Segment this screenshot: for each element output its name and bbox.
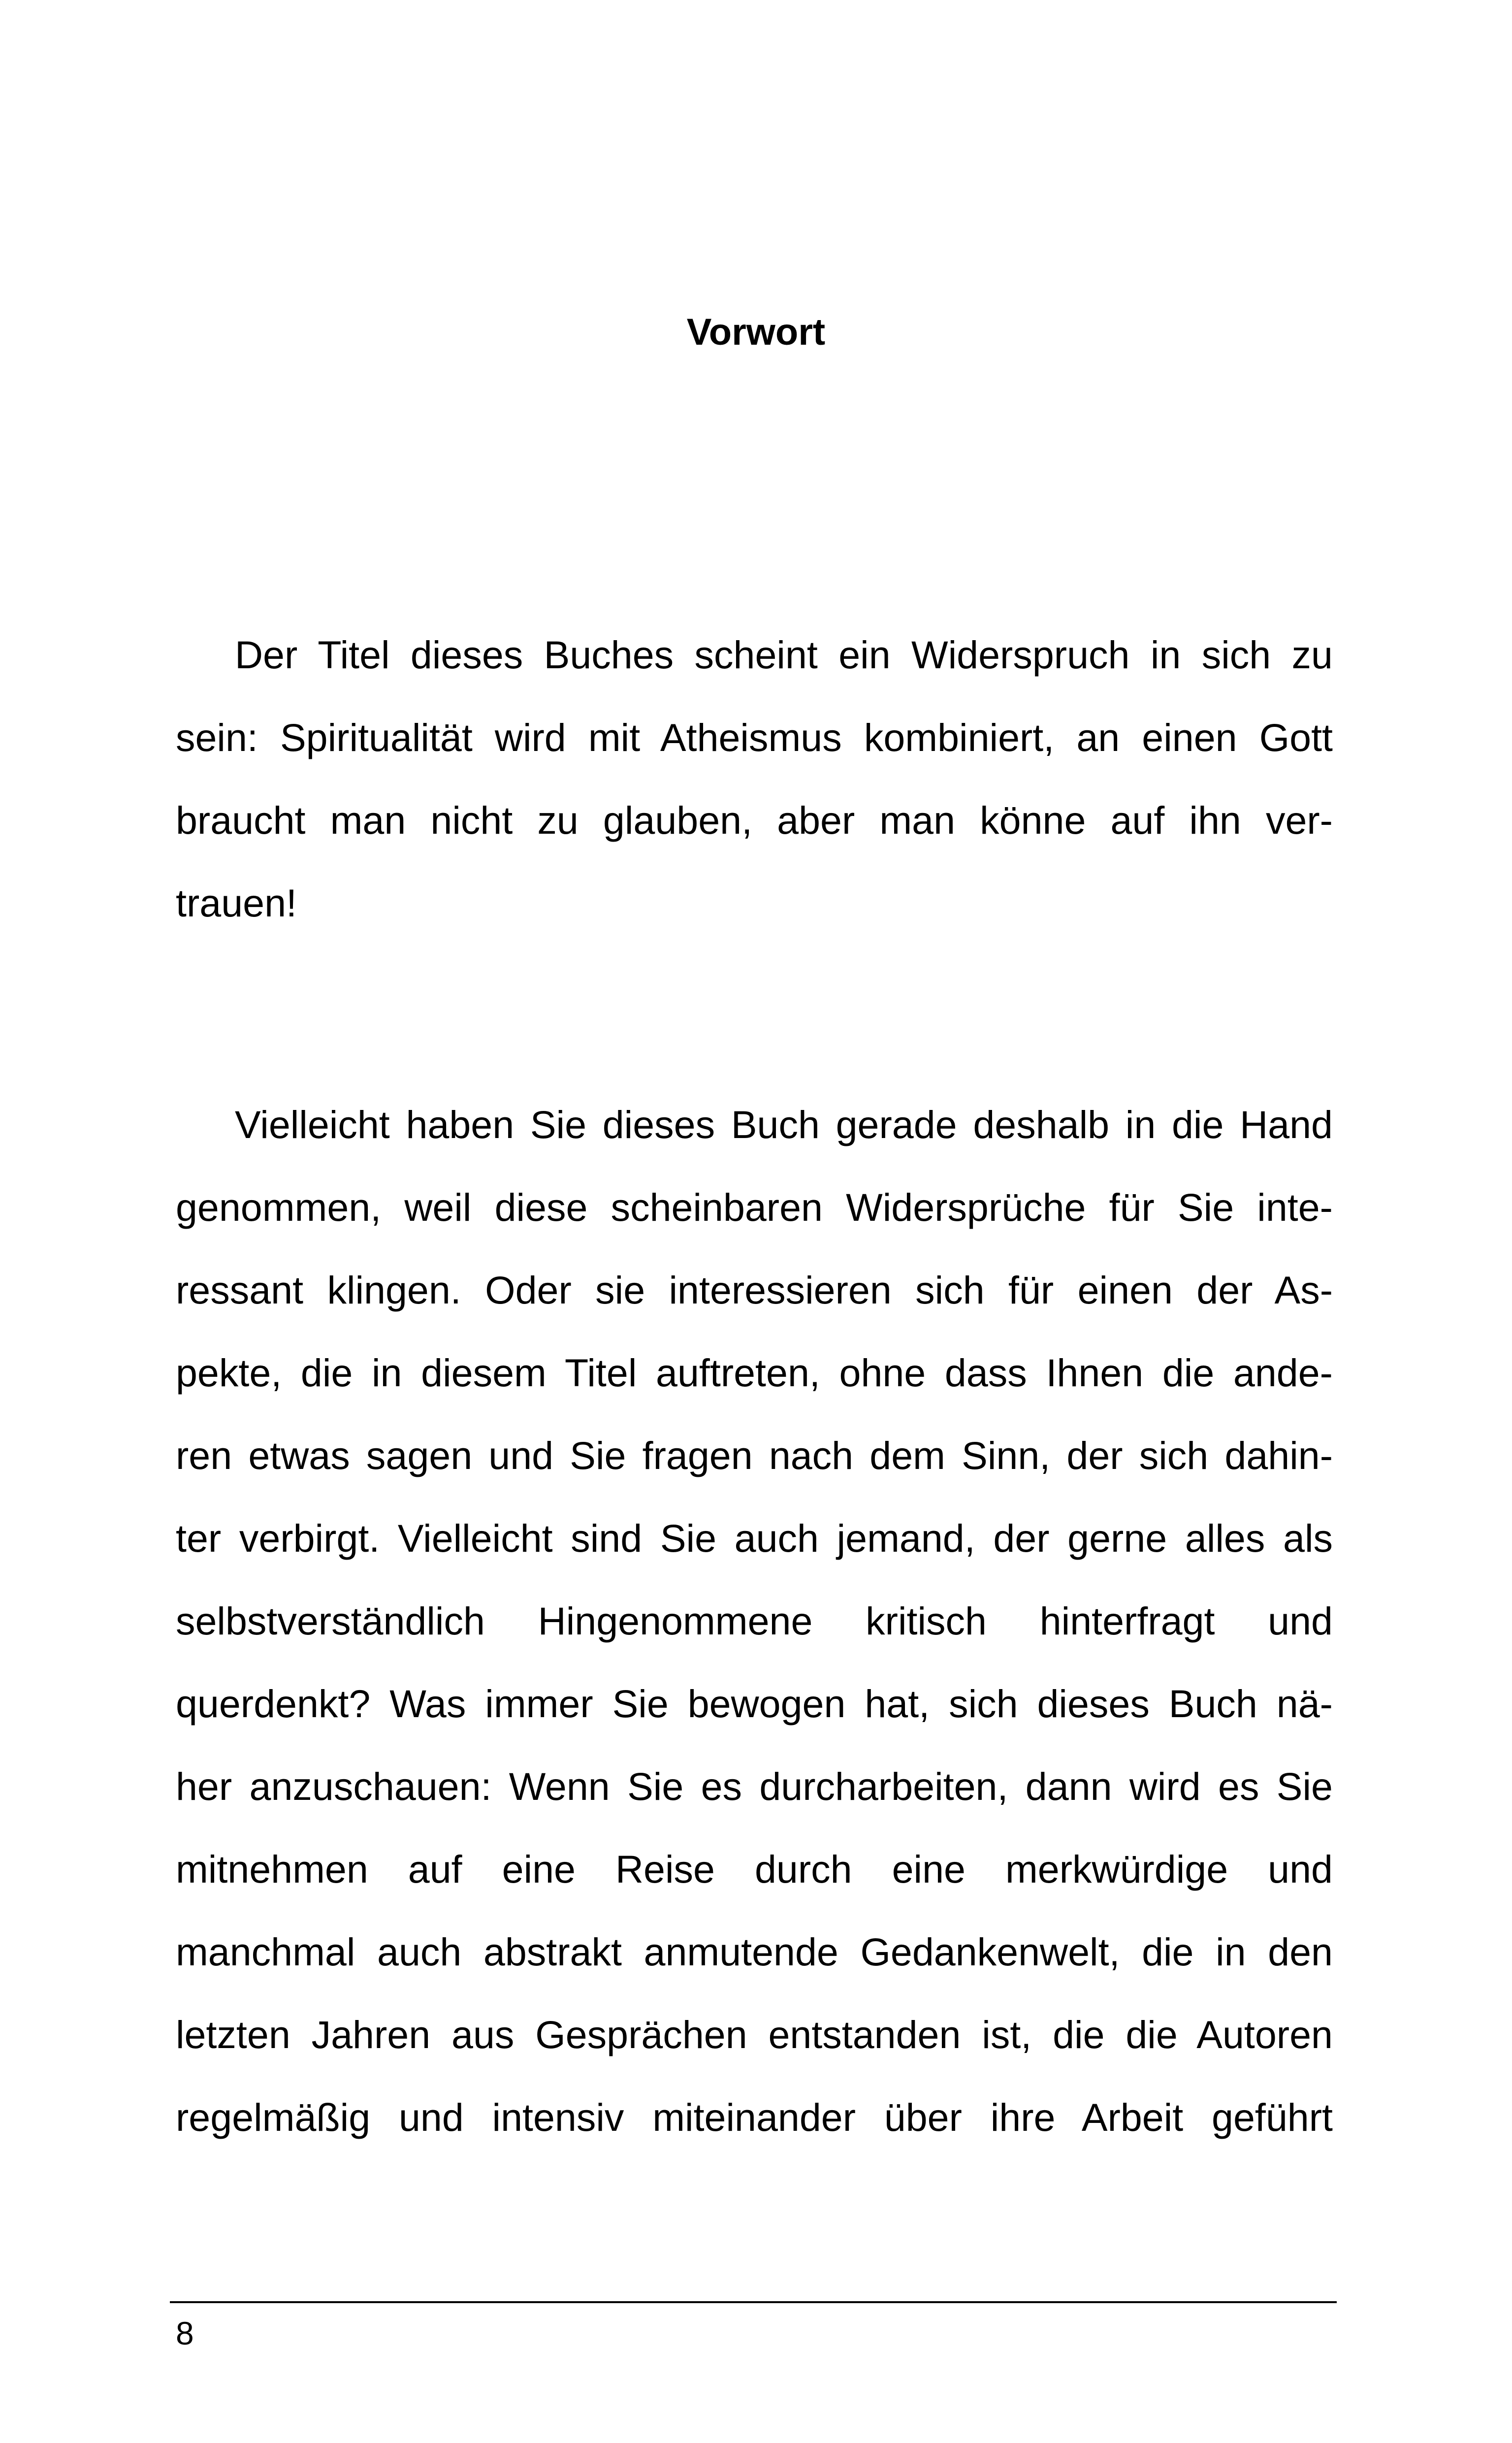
page-number: 8 [176, 2315, 194, 2351]
text-line: manchmal auch abstrakt anmutende Gedankenwelt, die in den [176, 1930, 1333, 1974]
text-line: trauen! [176, 881, 297, 925]
text-line: letzten Jahren aus Gesprächen entstanden ist, die die Autoren [176, 2013, 1333, 2056]
text-line: ter verbirgt. Vielleicht sind Sie auch jemand, der gerne alles als [176, 1516, 1333, 1560]
text-line: ren etwas sagen und Sie fragen nach dem Sinn, der sich dahin- [176, 1433, 1333, 1477]
text-line: regelmäßig und intensiv miteinander über ihre Arbeit geführt [176, 2095, 1333, 2139]
text-line: her anzuschauen: Wenn Sie es durcharbeiten, dann wird es Sie [176, 1764, 1333, 1808]
text-line: Der Titel dieses Buches scheint ein Widerspruch in sich zu [235, 633, 1333, 677]
text-line: mitnehmen auf eine Reise durch eine merkwürdige und [176, 1847, 1333, 1891]
text-line: sein: Spiritualität wird mit Atheismus kombiniert, an einen Gott [176, 716, 1333, 759]
text-line: braucht man nicht zu glauben, aber man könne auf ihn ver- [176, 798, 1333, 842]
text-line: ressant klingen. Oder sie interessieren sich für einen der As- [176, 1268, 1333, 1312]
text-line: Vielleicht haben Sie dieses Buch gerade deshalb in die Hand [235, 1103, 1333, 1146]
text-line: querdenkt? Was immer Sie bewogen hat, sich dieses Buch nä- [176, 1682, 1333, 1726]
text-line: selbstverständlich Hingenommene kritisch hinterfragt und [176, 1599, 1333, 1643]
text-line: genommen, weil diese scheinbaren Widersprüche für Sie inte- [176, 1185, 1333, 1229]
text-line: pekte, die in diesem Titel auftreten, ohne dass Ihnen die ande- [176, 1351, 1333, 1395]
footer-rule [170, 2301, 1337, 2303]
page-title: Vorwort [686, 311, 826, 353]
